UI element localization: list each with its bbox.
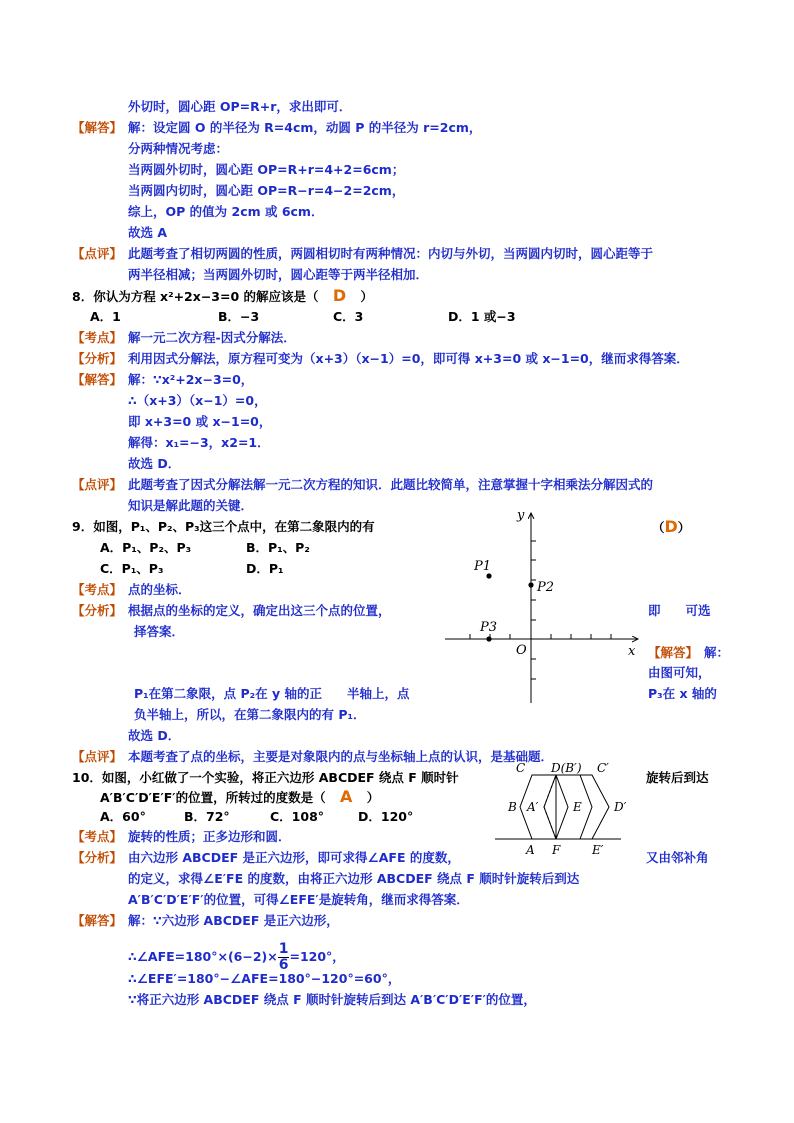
p3-label: P3 bbox=[480, 620, 498, 635]
y-axis-ticks bbox=[531, 541, 536, 679]
q9-coordinate-figure bbox=[440, 505, 645, 705]
q10-option: C．108° bbox=[270, 809, 325, 824]
q10-fraction-den: 6 bbox=[278, 957, 289, 973]
q10-stem-right: 旋转后到达 bbox=[646, 770, 709, 785]
q10-analysis: 由六边形 ABCDEF 是正六边形，即可求得∠AFE 的度数， bbox=[128, 850, 460, 865]
q9-answer-close: ） bbox=[677, 520, 691, 535]
q8-solution-line: 即 x+3=0 或 x−1=0， bbox=[128, 414, 272, 429]
q10-option: B．72° bbox=[184, 809, 230, 824]
q10-fraction-num: 1 bbox=[278, 941, 289, 957]
q10-solution-line: ∴∠EFE′=180°−∠AFE=180°−120°=60°， bbox=[128, 971, 401, 986]
q9-solution-line: P₁在第二象限，点 P₂在 y 轴的正 半轴上，点 bbox=[134, 686, 410, 701]
q7-solution-line: 故选 A bbox=[128, 225, 168, 240]
q7-review-line: 此题考查了相切两圆的性质，两圆相切时有两种情况：内切与外切，当两圆内切时，圆心距等于 bbox=[128, 246, 654, 261]
q8-stem-close: ） bbox=[360, 289, 374, 304]
q10-fraction bbox=[278, 942, 290, 973]
q9-answer: D bbox=[664, 517, 678, 536]
label-e-prime: E′ bbox=[592, 843, 604, 857]
q8-answer: D bbox=[332, 286, 347, 305]
q8-stem bbox=[72, 287, 373, 306]
q9-stem: 9．如图，P₁、P₂、P₃这三个点中，在第二象限内的有 bbox=[72, 519, 375, 534]
q10-solution-line: ∵将正六边形 ABCDEF 绕点 F 顺时针旋转后到达 A′B′C′D′E′F′的位置， bbox=[128, 992, 536, 1007]
q8-review-line: 知识是解此题的关键． bbox=[128, 498, 254, 513]
q7-solution-line: 当两圆内切时，圆心距 OP=R−r=4−2=2cm， bbox=[128, 183, 405, 198]
q10-analysis-line: 的定义，求得∠E′FE 的度数，由将正六边形 ABCDEF 绕点 F 顺时针旋转后到达 bbox=[128, 871, 580, 886]
q9-solution-line: 负半轴上，所以，在第二象限内的有 P₁． bbox=[134, 707, 366, 722]
q7-solution-line: 分两种情况考虑： bbox=[128, 141, 229, 156]
q9-solution-line: 故选 D． bbox=[128, 728, 181, 743]
q9-answer-box bbox=[652, 518, 690, 537]
q9-option: B．P₁、P₂ bbox=[246, 540, 310, 555]
q10-stem2-close: ） bbox=[366, 790, 380, 805]
q8-analysis-tag: 【分析】 bbox=[72, 351, 123, 366]
q10-analysis-tag: 【分析】 bbox=[72, 850, 123, 865]
q9-analysis-line2: 择答案． bbox=[134, 624, 185, 639]
q9-option: C．P₁、P₃ bbox=[100, 561, 164, 576]
q10-stem: 10．如图，小红做了一个实验，将正六边形 ABCDEF 绕点 F 顺时针 bbox=[72, 770, 459, 785]
q8-option: A．1 bbox=[90, 309, 121, 324]
q9-solution-right: 解： bbox=[704, 645, 730, 660]
q9-review-tag: 【点评】 bbox=[72, 749, 123, 764]
q9-solution-right: 由图可知， bbox=[648, 665, 711, 680]
label-c: C bbox=[516, 761, 526, 775]
q8-solution-line: 解得：x₁=−3，x2=1． bbox=[128, 435, 270, 450]
q10-stem2 bbox=[100, 788, 379, 807]
q7-review-line: 两半径相减；当两圆外切时，圆心距等于两半径相加． bbox=[128, 267, 429, 282]
q9-solution-tag: 【解答】 bbox=[648, 645, 699, 660]
origin-label: O bbox=[516, 643, 527, 658]
q7-solution-tag: 【解答】 bbox=[72, 120, 123, 135]
y-axis-label: y bbox=[517, 508, 525, 523]
q10-solution-line: 解：∵六边形 ABCDEF 是正六边形， bbox=[128, 913, 339, 928]
q8-option: D．1 或−3 bbox=[448, 309, 516, 324]
q10-answer: A bbox=[339, 787, 353, 806]
q8-kp-tag: 【考点】 bbox=[72, 330, 123, 345]
q10-solution-tag: 【解答】 bbox=[72, 913, 123, 928]
label-e: E bbox=[573, 800, 582, 814]
q7-solution-line: 综上，OP 的值为 2cm 或 6cm． bbox=[128, 204, 324, 219]
label-d-prime: D′ bbox=[614, 800, 627, 814]
q9-analysis: 根据点的坐标的定义，确定出这三个点的位置， bbox=[128, 603, 391, 618]
q10-solution-line-part: ∴∠AFE=180°×(6−2)× bbox=[128, 949, 278, 964]
q9-answer-open: （ bbox=[652, 520, 665, 535]
q8-review-line: 此题考查了因式分解法解一元二次方程的知识．此题比较简单，注意掌握十字相乘法分解因式的 bbox=[128, 477, 654, 492]
q10-solution-line-part: =120°， bbox=[289, 949, 345, 964]
q10-kp: 旋转的性质；正多边形和圆． bbox=[128, 829, 291, 844]
q8-stem-text: 8．你认为方程 x²+2x−3=0 的解应该是（ bbox=[72, 289, 319, 304]
q9-option: D．P₁ bbox=[246, 561, 284, 576]
point-p1 bbox=[486, 573, 491, 578]
point-p2 bbox=[528, 582, 533, 587]
q7-review-tag: 【点评】 bbox=[72, 246, 123, 261]
q10-option: D．120° bbox=[358, 809, 414, 824]
q8-option: C．3 bbox=[333, 309, 364, 324]
q10-option: A．60° bbox=[100, 809, 146, 824]
hexagon-abcdef-prime bbox=[556, 775, 609, 839]
q8-review-tag: 【点评】 bbox=[72, 477, 123, 492]
q9-analysis-right: 即 可选 bbox=[648, 603, 711, 618]
label-b: B bbox=[508, 800, 517, 814]
label-f: F bbox=[552, 843, 561, 857]
q7-line: 外切时，圆心距 OP=R+r，求出即可． bbox=[128, 99, 352, 114]
q9-option: A．P₁、P₂、P₃ bbox=[100, 540, 192, 555]
label-c-prime: C′ bbox=[597, 761, 609, 775]
q8-solution-line: 故选 D． bbox=[128, 456, 181, 471]
label-a: A bbox=[526, 843, 535, 857]
q7-solution-line: 解：设定圆 O 的半径为 R=4cm，动圆 P 的半径为 r=2cm， bbox=[128, 120, 482, 135]
point-p3 bbox=[486, 636, 491, 641]
q10-analysis-line: A′B′C′D′E′F′的位置，可得∠EFE′是旋转角，继而求得答案． bbox=[128, 892, 469, 907]
q10-stem2-text: A′B′C′D′E′F′的位置，所转过的度数是（ bbox=[100, 790, 326, 805]
q8-option: B．−3 bbox=[218, 309, 260, 324]
q8-kp: 解一元二次方程-因式分解法． bbox=[128, 330, 296, 345]
label-a-prime: A′ bbox=[527, 800, 539, 814]
q8-analysis: 利用因式分解法，原方程可变为（x+3）（x−1）=0，即可得 x+3=0 或 x−1=0，继而求得答案． bbox=[128, 351, 689, 366]
q8-solution-tag: 【解答】 bbox=[72, 372, 123, 387]
q9-kp: 点的坐标． bbox=[128, 582, 191, 597]
q9-review: 本题考查了点的坐标，主要是对象限内的点与坐标轴上点的认识，是基础题． bbox=[128, 749, 554, 764]
label-d-b-prime: D(B′) bbox=[551, 761, 582, 775]
q8-solution-line: ∴（x+3）（x−1）=0， bbox=[128, 393, 267, 408]
p2-label: P2 bbox=[537, 580, 555, 595]
q10-hexagon-figure bbox=[485, 755, 645, 865]
q9-analysis-tag: 【分析】 bbox=[72, 603, 123, 618]
x-axis-label: x bbox=[628, 644, 636, 659]
q10-analysis-right: 又由邻补角 bbox=[646, 850, 709, 865]
q9-kp-tag: 【考点】 bbox=[72, 582, 123, 597]
q10-kp-tag: 【考点】 bbox=[72, 829, 123, 844]
q9-solution-right: P₃在 x 轴的 bbox=[648, 686, 717, 701]
q7-solution-line: 当两圆外切时，圆心距 OP=R+r=4+2=6cm； bbox=[128, 162, 405, 177]
p1-label: P1 bbox=[474, 559, 492, 574]
q8-solution-line: 解：∵x²+2x−3=0， bbox=[128, 372, 254, 387]
